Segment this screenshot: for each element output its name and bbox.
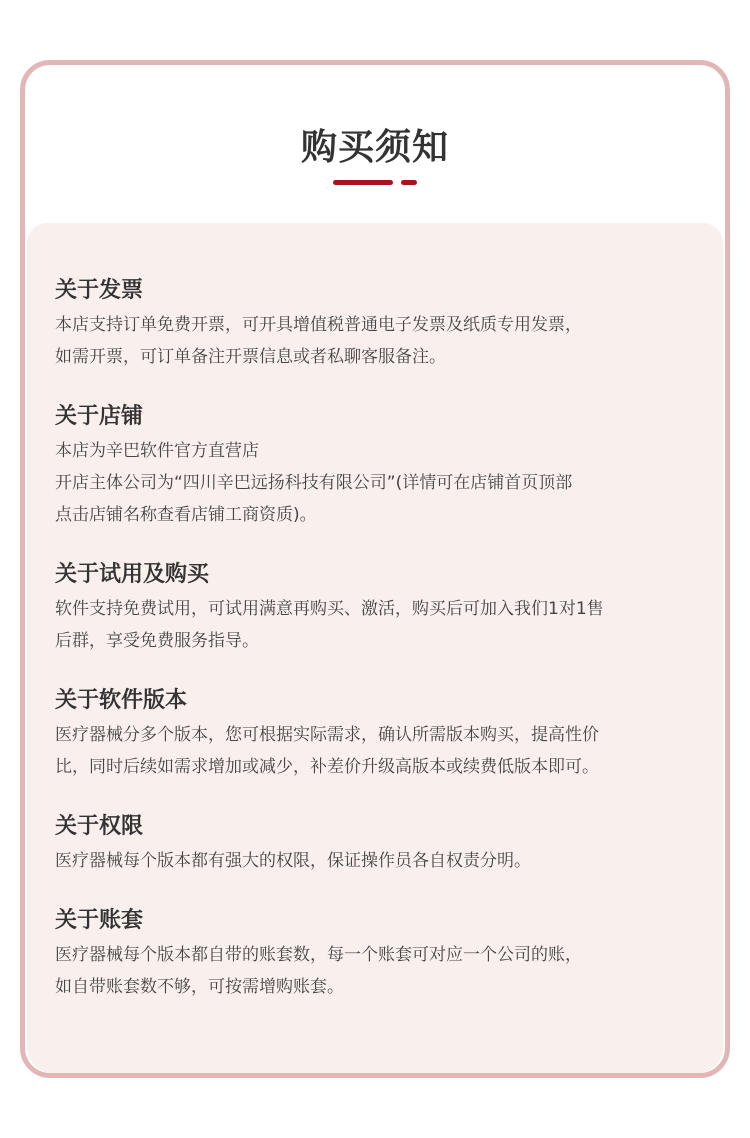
section-body: 医疗器械每个版本都自带的账套数，每一个账套可对应一个公司的账， 如自带账套数不够，可按需增购账套。 [55,945,582,997]
section-heading: 关于权限 [55,814,144,839]
page-title: 购买须知 [300,127,449,168]
title-underline [25,180,725,186]
section-invoice [55,275,703,373]
section-account-sets [55,905,703,1003]
section-software-version [55,685,703,783]
section-body: 本店为辛巴软件官方直营店 开店主体公司为“四川辛巴远扬科技有限公司”(详情可在店铺首页顶部 点击店铺名称查看店铺工商资质)。 [55,441,573,525]
section-heading: 关于软件版本 [55,688,188,713]
section-heading: 关于账套 [55,908,144,933]
section-permissions [55,811,703,877]
title-underline-long-bar [333,180,393,185]
section-heading: 关于试用及购买 [55,562,210,587]
section-body: 医疗器械分多个版本，您可根据实际需求，确认所需版本购买，提高性价 比，同时后续如需求增加或减少，补差价升级高版本或续费低版本即可。 [55,725,599,777]
purchase-notice-card [20,60,730,1078]
title-underline-short-bar [401,180,417,185]
notice-sections [55,275,703,1031]
section-body: 本店支持订单免费开票，可开具增值税普通电子发票及纸质专用发票， 如需开票，可订单备注开票信息或者私聊客服备注。 [55,315,582,367]
section-heading: 关于发票 [55,278,144,303]
section-store [55,401,703,531]
section-body: 软件支持免费试用，可试用满意再购买、激活，购买后可加入我们1对1售 后群，享受免费服务指导。 [55,599,604,651]
section-body: 医疗器械每个版本都有强大的权限，保证操作员各自权责分明。 [55,851,531,871]
content-panel [27,223,723,1073]
section-trial-and-purchase [55,559,703,657]
section-heading: 关于店铺 [55,404,144,429]
